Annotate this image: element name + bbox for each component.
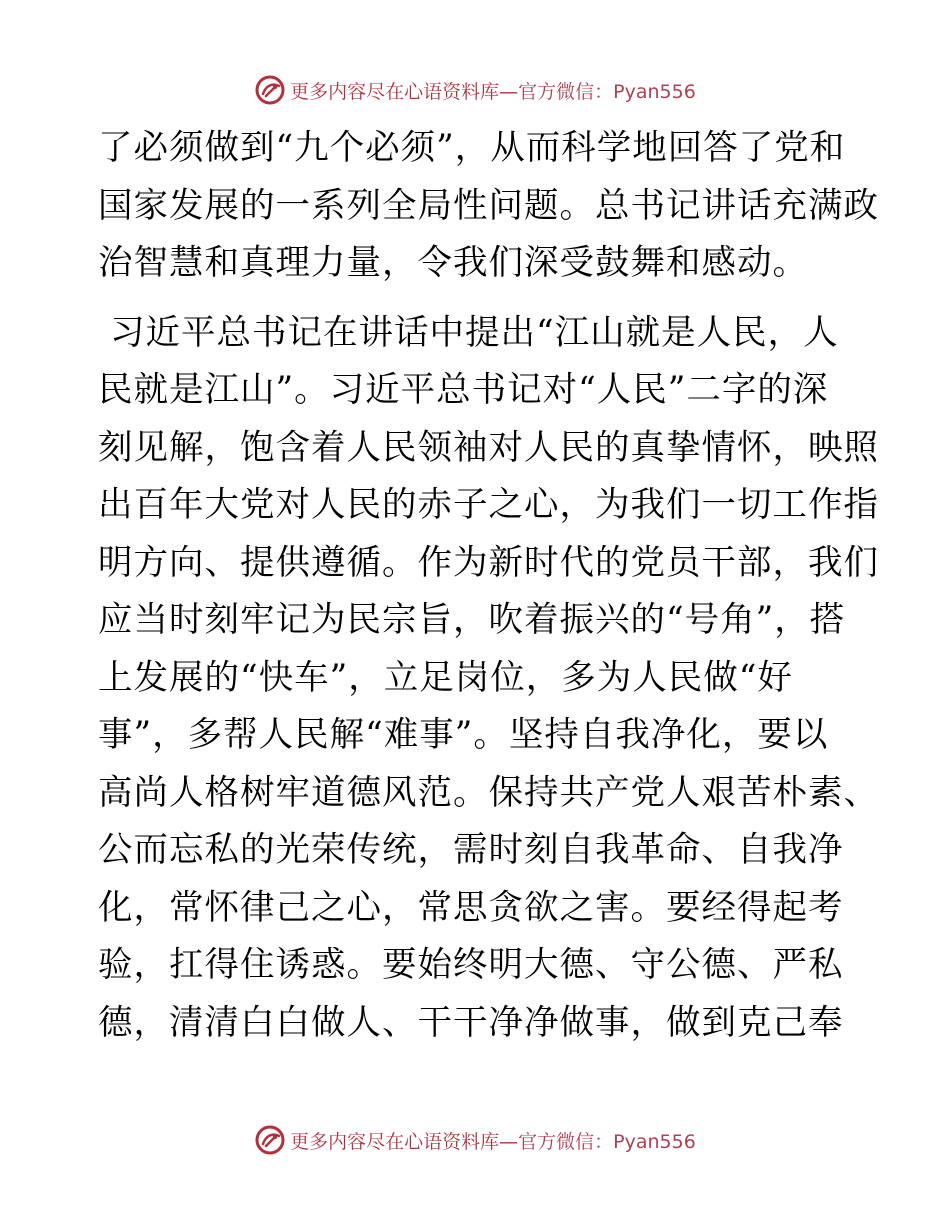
text-line: 了必须做到“九个必须”，从而科学地回答了党和 <box>98 128 846 168</box>
text-line: 事”，多帮人民解“难事”。坚持自我净化，要以 <box>98 715 829 755</box>
footer-banner-dash: — <box>499 1130 519 1153</box>
text-line: 应当时刻牢记为民宗旨，吹着振兴的“号角”，搭 <box>98 600 846 640</box>
header-banner <box>0 70 950 110</box>
text-line: 出百年大党对人民的赤子之心，为我们一切工作指 <box>98 485 879 525</box>
brand-logo-icon <box>254 1124 286 1156</box>
text-line: 验，扛得住诱惑。要始终明大德、守公德、严私 <box>98 945 844 985</box>
text-line: 刻见解，饱含着人民领袖对人民的真挚情怀，映照 <box>98 427 879 468</box>
text-line: 民就是江山”。习近平总书记对“人民”二字的深 <box>98 370 829 410</box>
brand-logo-icon <box>254 74 286 106</box>
text-line: 明方向、提供遵循。作为新时代的党员干部，我们 <box>98 542 879 583</box>
header-banner-slogan: 更多内容尽在心语资料库 <box>290 80 500 103</box>
footer-banner-content <box>254 1124 696 1156</box>
text-line: 公而忘私的光荣传统，需时刻自我革命、自我净 <box>98 830 844 870</box>
header-banner-dash: — <box>499 80 519 103</box>
paragraph-1 <box>98 120 879 293</box>
text-line: 国家发展的一系列全局性问题。总书记讲话充满政 <box>98 185 879 226</box>
header-banner-text <box>290 77 696 104</box>
text-line: 治智慧和真理力量，令我们深受鼓舞和感动。 <box>98 243 808 283</box>
footer-banner <box>0 1120 950 1160</box>
header-banner-content <box>254 74 696 106</box>
paragraph-2 <box>98 305 879 1053</box>
footer-banner-wechat: 官方微信：Pyan556 <box>518 1130 696 1153</box>
text-line: 高尚人格树牢道德风范。保持共产党人艰苦朴素、 <box>98 772 879 813</box>
text-line: 德，清清白白做人、干干净净做事，做到克己奉 <box>98 1002 844 1043</box>
document-body <box>98 120 879 1052</box>
text-line: 上发展的“快车”，立足岗位，多为人民做“好 <box>98 657 793 698</box>
footer-banner-text <box>290 1127 696 1154</box>
footer-banner-slogan: 更多内容尽在心语资料库 <box>290 1130 500 1153</box>
header-banner-wechat: 官方微信：Pyan556 <box>518 80 696 103</box>
text-line: 化，常怀律己之心，常思贪欲之害。要经得起考 <box>98 887 844 928</box>
text-line: 习近平总书记在讲话中提出“江山就是人民，人 <box>98 312 839 353</box>
